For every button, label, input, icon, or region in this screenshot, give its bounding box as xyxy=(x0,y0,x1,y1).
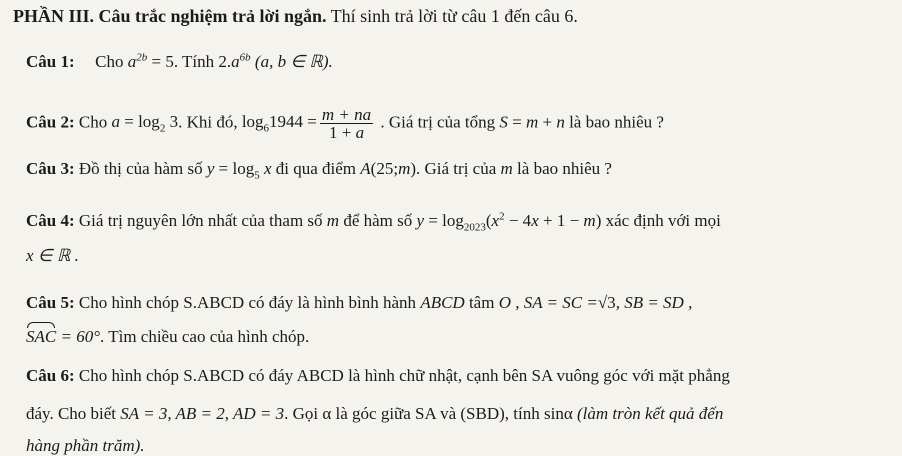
question-4-text-2: để hàm số xyxy=(343,211,413,230)
question-5-cont xyxy=(26,327,309,347)
section-instruction: Thí sinh trả lời từ câu 1 đến câu 6. xyxy=(326,6,578,26)
question-2-text-3: . Giá trị của tổng xyxy=(380,112,496,132)
question-2-text-4: là bao nhiêu ? xyxy=(569,112,664,132)
question-2-label: Câu 2: xyxy=(26,112,75,132)
question-6-cont xyxy=(26,404,723,424)
question-2-formula-1: $a = \log_2 3$ xyxy=(111,112,179,135)
question-6-text-2: đáy. Cho biết xyxy=(26,404,117,423)
section-heading xyxy=(13,6,578,26)
question-6 xyxy=(26,366,730,386)
question-1-text-2: . Tính xyxy=(173,52,215,71)
question-3-formula-1: $y = \log_5 x$ xyxy=(206,159,272,182)
section-title: PHẦN III. Câu trắc nghiệm trả lời ngắn. xyxy=(13,6,327,26)
question-6-text-1: Cho hình chóp S.ABCD có đáy ABCD là hình chữ nhật, cạnh bên SA vuông góc với mặt phẳng xyxy=(78,366,730,385)
question-1-text-1: Cho xyxy=(95,52,124,71)
question-5-formula-2: , SB = SD , xyxy=(615,293,693,312)
question-3-formula-3: m xyxy=(500,159,513,178)
question-5-base: ABCD xyxy=(420,293,465,312)
question-3 xyxy=(26,159,612,182)
question-2-text-1: Cho xyxy=(78,112,108,132)
question-3-text-2: đi qua điểm xyxy=(275,159,357,178)
question-4-text-3: xác định với mọi xyxy=(605,211,721,230)
question-6-note: (làm tròn kết quả đến xyxy=(576,404,724,423)
question-5-text-3: . Tìm chiều cao của hình chóp. xyxy=(100,327,310,346)
question-6-formula: SA = 3, AB = 2, AD = 3 xyxy=(120,404,285,423)
question-2-text-2: . Khi đó, xyxy=(178,112,238,132)
question-5 xyxy=(26,293,692,313)
question-4-label: Câu 4: xyxy=(26,211,75,230)
question-4 xyxy=(26,210,721,234)
question-5-text-2: tâm xyxy=(468,293,495,312)
question-4-formula: $y = \log_{2023}(x^2 - 4x + 1 - m)$ xyxy=(416,210,602,234)
question-6-text-3: . Gọi α là góc giữa SA và (SBD), tính sinα xyxy=(284,404,573,423)
question-3-text-4: là bao nhiêu ? xyxy=(517,159,612,178)
question-1-formula-1: $a^{2b} = 5$ xyxy=(127,51,174,71)
question-1 xyxy=(26,52,333,72)
question-1-label: Câu 1: xyxy=(26,52,75,71)
question-2-formula-2: $\log_61944$ = $\frac{m + na}{1 + a}$ xyxy=(241,105,372,142)
question-3-text-1: Đồ thị của hàm số xyxy=(78,159,203,178)
question-5-label: Câu 5: xyxy=(26,293,75,312)
question-5-sqrt: √3 xyxy=(597,293,616,312)
question-1-domain: (a, b ∈ ℝ). xyxy=(254,52,333,71)
question-4-text-1: Giá trị nguyên lớn nhất của tham số xyxy=(78,211,323,230)
question-6-label: Câu 6: xyxy=(26,366,75,385)
question-4-param: m xyxy=(326,211,340,230)
question-5-angle-value: = 60° xyxy=(60,327,101,346)
question-5-center: O , xyxy=(498,293,520,312)
question-3-formula-2: A(25;m) xyxy=(360,159,417,178)
question-1-formula-2: $2.a^{6b}$ xyxy=(218,51,251,71)
question-3-text-3: . Giá trị của xyxy=(416,159,497,178)
question-5-formula-1: SA = SC = xyxy=(523,293,598,312)
question-4-domain: x ∈ ℝ . xyxy=(26,246,79,265)
question-2 xyxy=(26,106,664,141)
question-5-angle: SAC xyxy=(26,327,57,346)
question-3-label: Câu 3: xyxy=(26,159,75,178)
question-2-formula-3: S = m + n xyxy=(499,112,565,132)
question-6-note-cont: hàng phần trăm). xyxy=(26,436,145,455)
question-5-text-1: Cho hình chóp S.ABCD có đáy là hình bình hành xyxy=(78,293,417,312)
